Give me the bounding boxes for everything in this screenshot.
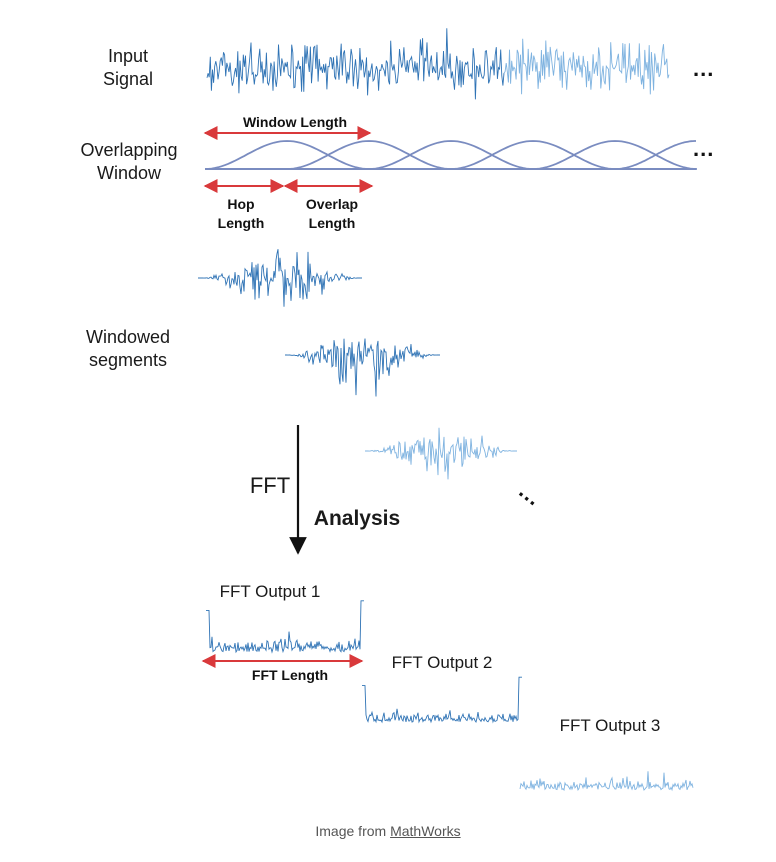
input-signal-label: Input Signal [102, 46, 154, 89]
overlapping-window-label: Overlapping Window [80, 140, 178, 183]
fft-output-3-spectrum [520, 771, 693, 790]
overlap-length-label: Overlap Length [305, 196, 359, 231]
hop-length-label: Hop Length [217, 196, 265, 231]
fft-output-2-label: FFT Output 2 [391, 653, 493, 672]
windowed-segment-1 [198, 249, 362, 307]
fft-length-label: FFT Length [251, 667, 329, 683]
input-signal-ellipsis: ... [693, 56, 715, 81]
windowed-segment-2 [285, 339, 440, 397]
windowed-segments-label: Windowed segments [85, 327, 171, 370]
input-signal-waveform [207, 28, 669, 99]
overlapping-window-curves [205, 141, 697, 169]
fft-output-1-label: FFT Output 1 [219, 582, 321, 601]
mathworks-link[interactable]: MathWorks [390, 823, 461, 839]
window-length-label: Window Length [242, 114, 348, 130]
analysis-label: Analysis [313, 507, 401, 530]
fft-output-3-label: FFT Output 3 [559, 716, 661, 735]
fft-label: FFT [249, 473, 291, 498]
windowed-segment-3 [365, 428, 517, 480]
caption-prefix: Image from [315, 823, 391, 839]
fft-output-1-spectrum [206, 601, 364, 652]
segments-diagonal-ellipsis: ... [514, 478, 547, 511]
window-ellipsis: ... [693, 136, 715, 161]
image-caption [0, 823, 776, 839]
fft-output-2-spectrum [362, 677, 522, 722]
